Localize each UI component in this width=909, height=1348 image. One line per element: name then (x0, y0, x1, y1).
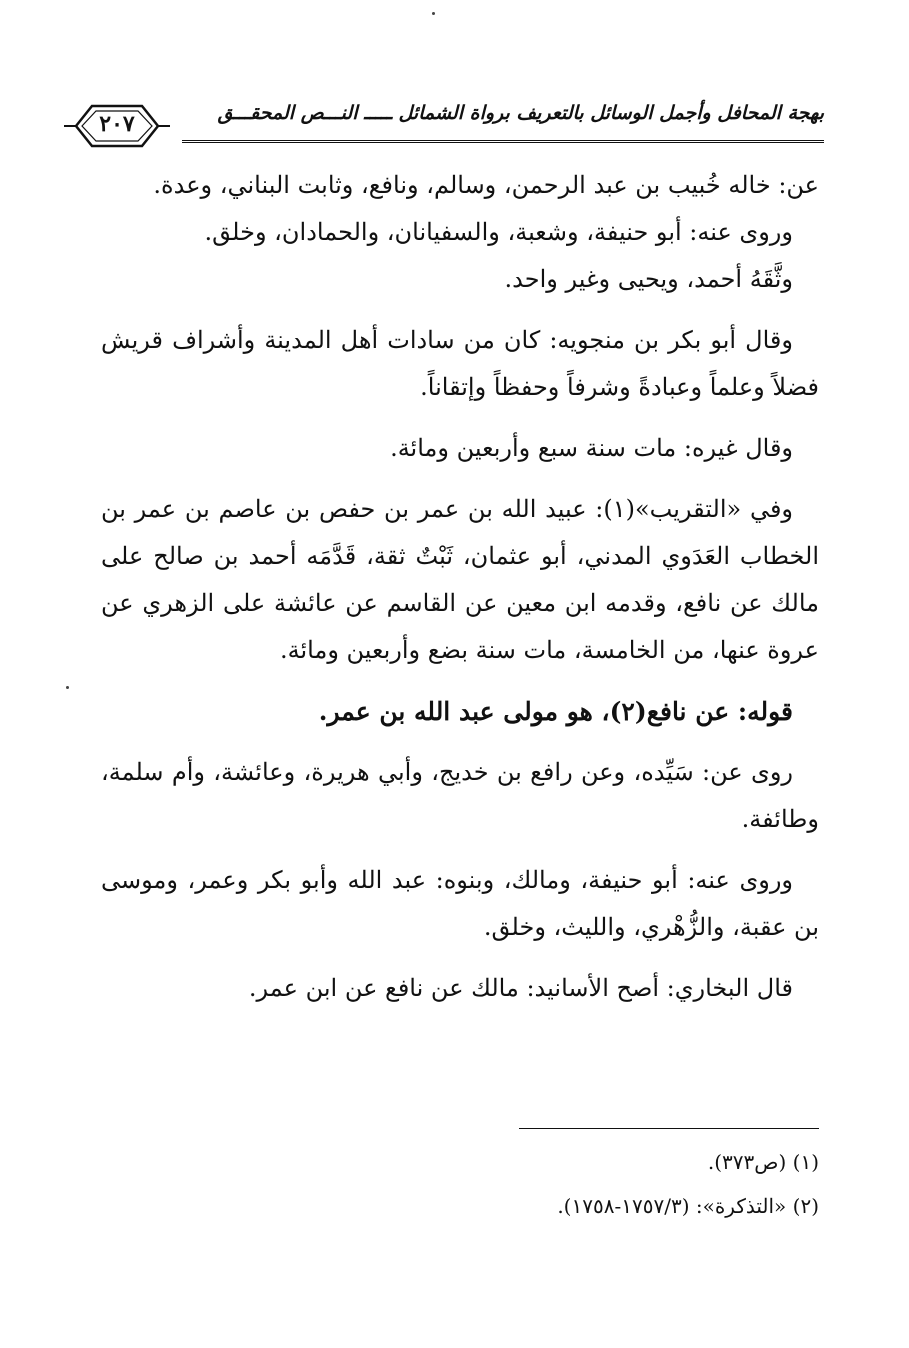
footnote-1: (١) (ص٣٧٣). (707, 1150, 819, 1174)
book-title: بهجة المحافل وأجمل الوسائل بالتعريف برواة الشمائل ـــــ النـــص المحقـــق (217, 102, 824, 124)
paragraph-ibn-manjawayh: وقال أبو بكر بن منجويه: كان من سادات أهل المدينة وأشراف قريش فضلاً وعلماً وعبادةً وشرفاً وحفظاً وإتقاناً. (101, 326, 819, 401)
paragraph-nafi-narrated-by: وروى عنه: أبو حنيفة، ومالك، وبنوه: عبد الله وأبو بكر وعمر، وموسى بن عقبة، والزُّهْري، والليث، وخلق. (101, 866, 819, 941)
scan-speck (432, 12, 435, 15)
running-header (62, 98, 824, 154)
paragraph-nafi-heading: قوله: عن نافع(٢)، هو مولى عبد الله بن عمر. (318, 697, 793, 726)
page-number: ٢٠٧ (99, 111, 135, 137)
scan-speck (66, 686, 69, 689)
main-text (101, 162, 819, 1012)
paragraph-authentication: وثَّقَهُ أحمد، ويحيى وغير واحد. (504, 265, 793, 293)
paragraph-nafi-narrated-from: روى عن: سَيِّده، وعن رافع بن خديج، وأبي هريرة، وعائشة، وأم سلمة، وطائفة. (101, 758, 819, 833)
footnotes (101, 1140, 819, 1228)
footnote-2: (٢) «التذكرة»: (١٧٥٧/٣-١٧٥٨). (557, 1194, 819, 1218)
paragraph-death-year: وقال غيره: مات سنة سبع وأربعين ومائة. (390, 434, 793, 462)
paragraph-bukhari: قال البخاري: أصح الأسانيد: مالك عن نافع عن ابن عمر. (248, 974, 793, 1002)
header-rule (182, 140, 824, 143)
paragraph-narrators-from: عن: خاله خُبيب بن عبد الرحمن، وسالم، ونافع، وثابت البناني، وعدة. (153, 171, 819, 199)
page-number-frame (62, 98, 172, 154)
paragraph-narrated-by: وروى عنه: أبو حنيفة، وشعبة، والسفيانان، والحمادان، وخلق. (204, 218, 793, 246)
paragraph-taqrib: وفي «التقريب»(١): عبيد الله بن عمر بن حفص بن عاصم بن عمر بن الخطاب العَدَوي المدني، أبو عثمان، ثَبْتٌ ثقة، قَدَّمَه أحمد بن صالح على مالك عن نافع، وقدمه ابن معين عن القاسم عن عائشة على الزهري عن عروة عنها، من الخامسة، مات سنة بضع وأربعين ومائة. (101, 495, 819, 664)
footnote-separator (519, 1128, 819, 1129)
